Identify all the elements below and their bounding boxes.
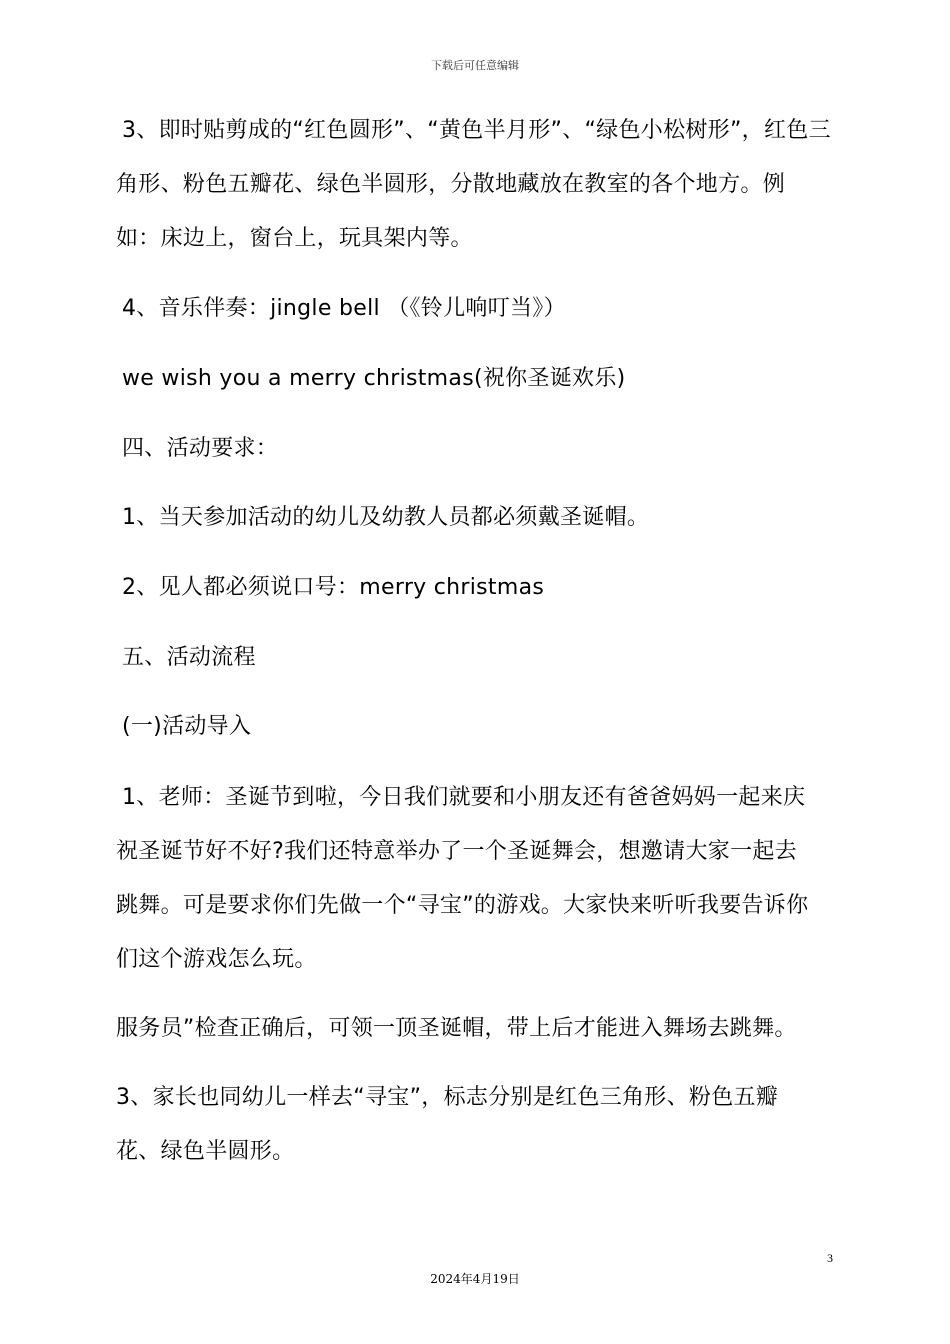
subsection-title: (一)活动导入 [122, 714, 252, 739]
paragraph-line: 4、音乐伴奏：jingle bell （《铃儿响叮当》） [122, 296, 566, 321]
procedure-paragraph [116, 1071, 841, 1179]
paragraph-line: 3、家长也同幼儿一样去“寻宝”，标志分别是红色三角形、粉色五瓣 [116, 1085, 779, 1110]
paragraph-line: 角形、粉色五瓣花、绿色半圆形，分散地藏放在教室的各个地方。例 [116, 172, 786, 197]
paragraph-line: 如：床边上，窗台上，玩具架内等。 [116, 226, 473, 251]
paragraph-line: 1、当天参加活动的幼儿及幼教人员都必须戴圣诞帽。 [122, 505, 650, 530]
paragraph-line: 花、绿色半圆形。 [116, 1139, 295, 1164]
footer-date: 2024年4月19日 [430, 1272, 520, 1286]
page-header: 下载后可任意编辑 [431, 59, 519, 72]
paragraph-line: 跳舞。可是要求你们先做一个“寻宝”的游戏。大家快来听听我要告诉你 [116, 893, 809, 918]
procedure-paragraph [116, 771, 841, 987]
paragraph-line: 祝圣诞节好不好?我们还特意举办了一个圣诞舞会，想邀请大家一起去 [116, 839, 797, 864]
section-heading [116, 631, 841, 685]
procedure-paragraph [116, 1002, 841, 1056]
paragraph-line: 1、老师：圣诞节到啦，今日我们就要和小朋友还有爸爸妈妈一起来庆 [122, 785, 806, 810]
document-body-music [116, 282, 841, 336]
paragraph-line: 2、见人都必须说口号：merry christmas [122, 575, 545, 600]
section-heading [116, 422, 841, 476]
document-body [116, 104, 841, 266]
paragraph-line: 3、即时贴剪成的“红色圆形”、“黄色半月形”、“绿色小松树形”，红色三 [122, 118, 831, 143]
section-title: 五、活动流程 [122, 645, 256, 670]
requirement-item [116, 561, 841, 615]
paragraph-line: we wish you a merry christmas(祝你圣诞欢乐) [122, 366, 626, 391]
document-body-music-2 [116, 352, 841, 406]
paragraph-line: 服务员”检查正确后，可领一顶圣诞帽，带上后才能进入舞场去跳舞。 [116, 1016, 797, 1041]
subsection-heading [116, 700, 841, 754]
paragraph-line: 们这个游戏怎么玩。 [116, 947, 317, 972]
page-number: 3 [827, 1251, 833, 1265]
requirement-item [116, 491, 841, 545]
section-title: 四、活动要求： [122, 436, 279, 461]
